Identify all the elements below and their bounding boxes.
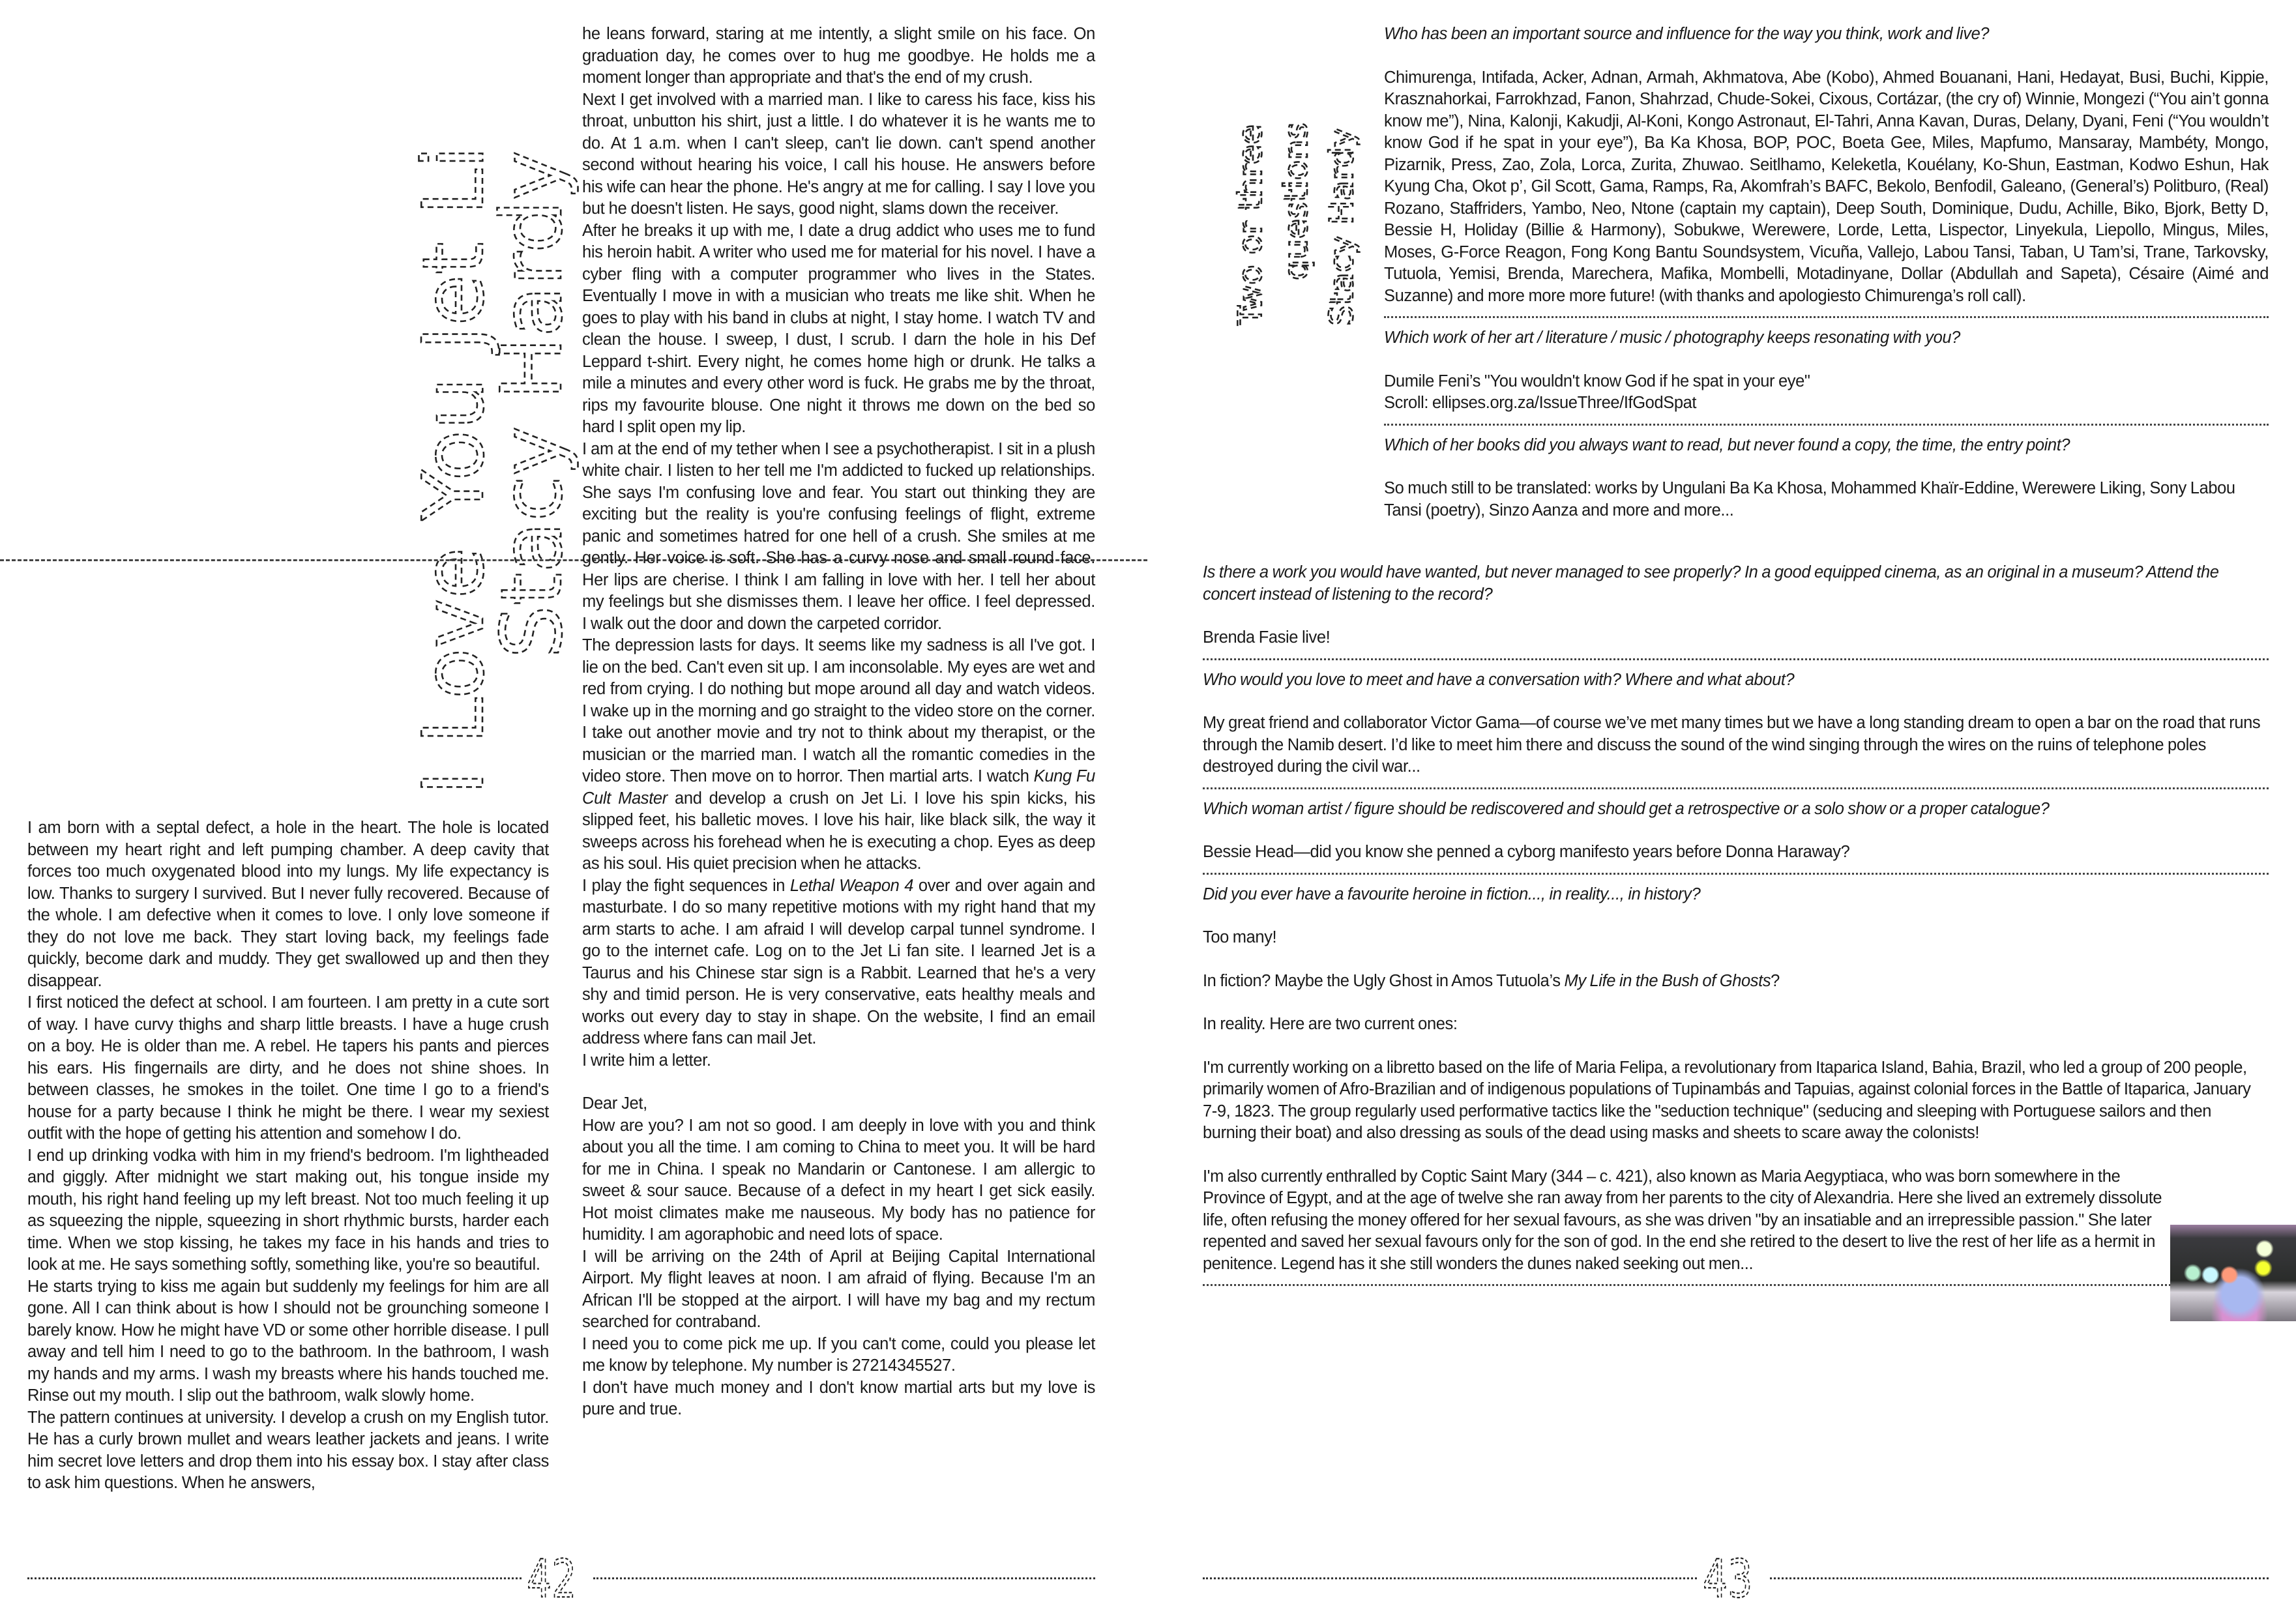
answer xyxy=(1203,971,2269,993)
question: Which of her books did you always want to read, but never found a copy, the time, the entry point? xyxy=(1384,435,2070,454)
page-number-left xyxy=(527,1551,592,1613)
spacer xyxy=(1384,456,2269,478)
footer-rule-left-b xyxy=(593,1577,1095,1579)
spacer xyxy=(1384,349,2269,371)
interview-title-line1 xyxy=(1231,124,1269,327)
spacer xyxy=(582,1072,1095,1093)
spacer xyxy=(1203,905,2269,927)
paragraph: Next I get involved with a married man. I like to caress his face, kiss his throat, unbutton his shirt, just a little. I do whatever it is he wants me to do. At 1 a.m. when I can't sleep, can't lie down. can't spend another second without hearing his voice, I call his house. He answers before his wife can hear the phone. He's angry at me for calling. I say I love you but he doesn't listen. He says, good night, slams down the receiver. xyxy=(582,90,1095,218)
answer: I'm also currently enthralled by Coptic Saint Mary (344 – c. 421), also known as Maria Aegyptiaca, who was born somewhere in the Province of Egypt, and at the age of twelve she ran away from her parents to the city of Alexandria. Here she lived an extremely dissolute life, often refusing the money offered for her sexual favours, as she was driven "by an insatiable and an irrepressible passion." She later repented and saved her sexual favours only for the son of god. In the end she retired to the desert to live the rest of her life as a hermit in penitence. Legend has it she still wonders the dunes naked seeking out men... xyxy=(1203,1167,2162,1273)
letter-paragraph: How are you? I am not so good. I am deeply in love with you and think about you all the time. I am coming to China to meet you. It will be hard for me in China. I speak no Mandarin or Cantonese. I am allergic to sweet & sour sauce. Because of a defect in my heart I get sick easily. Hot moist climates make me nauseous. My body has no patience for humidity. I am agoraphobic and need lots of space. xyxy=(582,1116,1095,1244)
spacer xyxy=(1203,1145,2269,1166)
answer: So much still to be translated: works by Ungulani Ba Ka Khosa, Mohammed Khaïr-Eddine, Werewere Liking, Sony Labou Tansi (poetry), Sinzo Aanza and more and more... xyxy=(1384,479,2235,519)
answer: I'm currently working on a libretto based on the life of Maria Felipa, a revolutionary from Itaparica Island, Bahia, Brazil, who led a group of 200 people, primarily women of Afro-Brazilian and of indigenous populations of Tupinambás and Tapuias, against colonial forces in the Battle of Itaparica, January 7-9, 1823. The group regularly used performative tactics like the "seduction technique" (seducing and sleeping with Portuguese sailors and then burning their boat) and also dressing as souls of the dead using masks and sheets to scare away the colonists! xyxy=(1203,1058,2251,1142)
answer: Bessie Head—did you know she penned a cyborg manifesto years before Donna Haraway? xyxy=(1203,843,1850,861)
footer-rule-left-a xyxy=(27,1577,522,1579)
divider xyxy=(1203,658,2269,660)
answer: Dumile Feni’s "You wouldn't know God if he spat in your eye" xyxy=(1384,372,1810,390)
answer-link[interactable]: Scroll: ellipses.org.za/IssueThree/IfGodSpat xyxy=(1384,394,1697,412)
divider xyxy=(1203,873,2269,875)
question: Which work of her art / literature / music / photography keeps resonating with you? xyxy=(1384,329,1960,347)
interview-block-top xyxy=(1384,23,2269,521)
letter-paragraph: I will be arriving on the 24th of April at Beijing Capital International Airport. My flight leaves at noon. I am afraid of flying. Because I'm an African I'll be stopped at the airport. I will have my bag and my rectum searched for contraband. xyxy=(582,1247,1095,1331)
text-run: The depression lasts for days. It seems like my sadness is all I've got. I lie on the bed. Can't even sit up. I am inconsolable. My eyes are wet and red from crying. I do nothing but mope around all day and watch videos. I wake up in the morning and go straight to the video store on the corner. I take out another movie and try not to think about my therapist, or the musician or the married man. I watch all the romantic comedies in the video store. Then move on to horror. Then martial arts. I watch xyxy=(582,636,1095,785)
page-number-right xyxy=(1703,1551,1768,1613)
letter-salutation: Dear Jet, xyxy=(582,1094,647,1113)
footer-rule-right-b xyxy=(1770,1577,2269,1579)
answer: In reality. Here are two current ones: xyxy=(1203,1015,1458,1033)
paragraph: I write him a letter. xyxy=(582,1051,711,1070)
film-title: Lethal Weapon 4 xyxy=(789,876,914,895)
question: Is there a work you would have wanted, but never managed to see properly? In a good equipped cinema, as an original in a museum? Attend the concert instead of listening to the record? xyxy=(1203,563,2219,604)
answer: Too many! xyxy=(1203,928,1277,946)
spacer xyxy=(1203,992,2269,1014)
book-title: My Life in the Bush of Ghosts xyxy=(1564,971,1771,990)
divider xyxy=(1384,424,2269,426)
blurred-photo-thumbnail xyxy=(2170,1225,2296,1321)
question: Who has been an important source and influence for the way you think, work and live? xyxy=(1384,25,1990,43)
interview-author xyxy=(1323,128,1361,326)
spacer xyxy=(1203,1036,2269,1057)
paragraph: The pattern continues at university. I develop a crush on my English tutor. He has a curly brown mullet and wears leather jackets and jeans. I write him secret love letters and drop them into his essay box. I stay after class to ask him questions. When he answers, xyxy=(27,1408,549,1492)
paragraph xyxy=(582,635,1095,875)
interview-title xyxy=(1229,20,1379,326)
text-run: In fiction? Maybe the Ugly Ghost in Amos Tutuola’s xyxy=(1203,971,1565,990)
answer: Chimurenga, Intifada, Acker, Adnan, Armah, Akhmatova, Abe (Kobo), Ahmed Bouanani, Hani, Hedayat, Busi, Buchi, Kippie, Krasznahorkai, Farrokhzad, Fanon, Shahrzad, Chude-Sokei, Cixous, Cortázar, (the cry of) Winnie, Mongezi (“You ain’t gonna know me”), Nina, Kalonji, Kakudji, Al-Koni, Kongo Astronaut, El-Tahri, Anna Kavan, Duras, Delany, Dyani, Feni (“You wouldn’t know God if he spat in your eye”), Ba Ka Khosa, BOP, POC, Boeta Gee, Miles, Mapfumo, Mansaray, Mambéty, Mongo, Pizarnik, Press, Zao, Zola, Lorca, Zurita, Zhuwao. Seitlhamo, Keleketla, Kouélany, Ko-Shun, Eastman, Kodwo Eshun, Hak Kyung Cha, Okot p’, Gil Scott, Gama, Ramps, Ra, Akomfrah’s BAFC, Bekolo, Benfodil, Galeano, (General’s) Politburo, (Real) Rozano, Staffriders, Yambo, Neo, Ntone (captain my captain), Deep South, Dominique, Dudu, Achille, Biko, Bjork, Betty D, Bessie H, Holiday (Billie & Harmony), Sobukwe, Werewere, Lorde, Letta, Lispector, Linyekula, Liepollo, Mingus, Miles, Moses, G-Force Reagon, Fong Kong Bantu Soundsystem, Vicuña, Vallejo, Labou Tansi, Taban, U Tam’si, Trane, Tarkovsky, Tutuola, Yemisi, Brenda, Marechera, Mafika, Mombelli, Motadinyane, Dollar (Abdullah and Sapeta), Césaire (Aimé and Suzanne) and more more more future! (with thanks and apologiesto Chimurenga’s roll call). xyxy=(1384,68,2269,305)
paragraph: He starts trying to kiss me again but suddenly my feelings for him are all gone. All I can think about is how I should not be grounching someone I barely know. How he might have VD or some other horrible disease. I pull away and tell him I need to go to the bathroom. In the bathroom, I wash my hands and my arms. I wash my breasts where his hands touched me. Rinse out my mouth. I slip out the bathroom, walk slowly home. xyxy=(27,1277,549,1405)
story-column-1 xyxy=(27,817,549,1495)
page-number-right-text: 43 xyxy=(1703,1551,1753,1610)
story-author xyxy=(476,13,574,665)
spacer xyxy=(1203,949,2269,971)
divider xyxy=(1384,316,2269,318)
paragraph: I first noticed the defect at school. I am fourteen. I am pretty in a cute sort of way. I have curvy thighs and sharp little breasts. I have a huge crush on a boy. He is older than me. A rebel. He tapers his pants and pierces his ears. His fingernails are dirty, and he does not shine shoes. In between classes, he smokes in the toilet. One time I go to a friend's house for a party because I think he might be there. I wear my sexiest outfit with the hope of getting his attention and somehow I do. xyxy=(27,993,549,1143)
answer: My great friend and collaborator Victor Gama—of course we’ve met many times but we have a long standing dream to open a bar on the road that runs through the Namib desert. I’d like to meet him there and discuss the sound of the wind singing through the wires on the ruins of telephone poles destroyed during the civil war... xyxy=(1203,714,2261,776)
paragraph: he leans forward, staring at me intently, a slight smile on his face. On graduation day, he comes over to hug me goodbye. He holds me a moment longer than appropriate and that's the end of my crush. xyxy=(582,25,1095,87)
spacer xyxy=(1203,820,2269,841)
answer: Brenda Fasie live! xyxy=(1203,628,1331,647)
film-title: Kung Fu Cult Master xyxy=(582,767,1095,808)
question: Who would you love to meet and have a conversation with? Where and what about? xyxy=(1203,670,1795,689)
text-run: ? xyxy=(1771,971,1780,990)
spacer xyxy=(1203,606,2269,627)
footer-rule-right-a xyxy=(1203,1577,1697,1579)
text-run: over and over again and masturbate. I do so many repetitive motions with my right hand that my arm starts to ache. I am afraid I will develop carpal tunnel syndrome. I go to the internet cafe. Log on to the Jet Li fan site. I learned Jet is a Taurus and his Chinese star sign is a Rabbit. Learned that he's a very shy and timid person. He is very conservative, eats healthy meals and works out every day to stay in shape. On the website, I find an email address where fans can mail Jet. xyxy=(582,876,1095,1047)
text-run: I play the fight sequences in xyxy=(582,876,790,895)
interview-block-bottom xyxy=(1203,562,2269,1295)
divider xyxy=(1203,787,2269,789)
letter-paragraph: I don't have much money and I don't know martial arts but my love is pure and true. xyxy=(582,1378,1095,1418)
paragraph: I am born with a septal defect, a hole in the heart. The hole is located between my heart right and left pumping chamber. A deep cavity that forces too much oxygenated blood into my lungs. My life expectancy is low. Thanks to surgery I survived. But I never fully recovered. Because of the whole. I am defective when it comes to love. I only love someone if they do not love me back. They start loving back, my feelings fade quickly, become dark and muddy. They get swallowed up and then they disappear. xyxy=(27,819,549,990)
text-run: and develop a crush on Jet Li. I love his spin kicks, his slipped feet, his balletic moves. I love his hair, like black silk, the way it sweeps across his forehead when he is executing a chop. Eyes as deep as his soul. His quiet precision when he attacks. xyxy=(582,789,1096,873)
paragraph xyxy=(582,875,1095,1050)
divider xyxy=(1203,1284,2269,1286)
spacer xyxy=(1203,691,2269,712)
story-author-text xyxy=(484,151,581,658)
page-number-left-text: 42 xyxy=(527,1551,577,1610)
letter-paragraph: I need you to come pick me up. If you can't come, could you please let me know by telephone. My number is 27214345527. xyxy=(582,1334,1095,1375)
question: Did you ever have a favourite heroine in fiction..., in reality..., in history? xyxy=(1203,885,1701,903)
story-column-2 xyxy=(582,23,1095,1421)
spacer xyxy=(1384,46,2269,67)
paragraph: I am at the end of my tether when I see a psychotherapist. I sit in a plush white chair. I listen to her tell me I'm addicted to fucked up relationships. She says I'm confusing love and fear. You start out thinking they are exciting but the reality is you're confusing feelings of flight, extreme panic and sometimes hatred for one hell of a crush. She smiles at me gently. Her voice is soft. She has a curvy nose and small round face. Her lips are cherise. I think I am falling in love with her. I tell her about my feelings but she dismisses them. I leave her office. I feel depressed. I walk out the door and down the carpeted corridor. xyxy=(582,439,1095,633)
paragraph: After he breaks it up with me, I date a drug addict who uses me to fund his heroin habit. A writer who used me for material for his novel. I have a cyber fling with a computer programmer who lives in the States. Eventually I move in with a musician who treats me like shit. When he goes to play with his band in clubs at night, I stay home. I watch TV and clean the house. I sweep, I dust, I scrub. I darn the hole in his Def Leppard t-shirt. Every night, he comes home high or drunk. He talks a mile a minutes and every other word is fuck. He grabs me by the throat, rips my favourite blouse. One night it throws me down on the bed so hard I split open my lip. xyxy=(582,221,1095,436)
question: Which woman artist / figure should be rediscovered and should get a retrospective or a solo show or a proper catalogue? xyxy=(1203,799,2050,818)
interview-title-line2 xyxy=(1277,123,1315,280)
paragraph: I end up drinking vodka with him in my friend's bedroom. I'm lightheaded and giggly. After midnight we start making out, his tongue inside my mouth, his right hand feeling up my left breast. Not too much feeling it up as squeezing the nipple, squeezing in short rhythmic bursts, harder each time. When we stop kissing, he takes my face in his hands and tries to look at me. He says something softly, something like, you're so beautiful. xyxy=(27,1146,549,1274)
